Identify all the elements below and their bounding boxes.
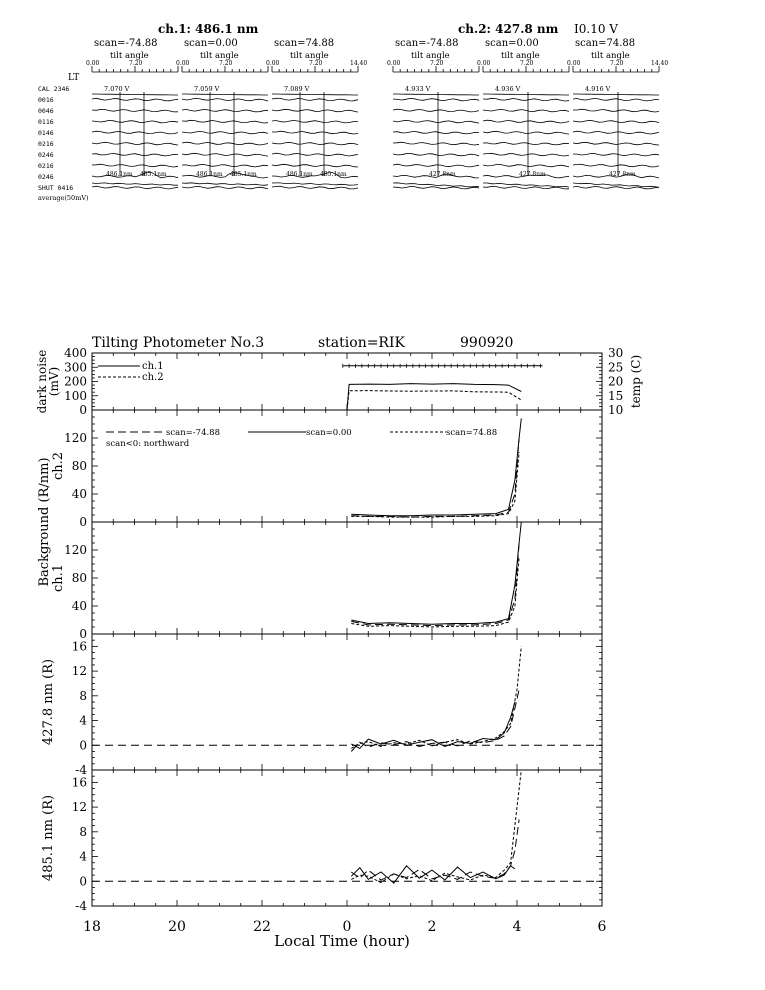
tilt-angle-label: tilt angle: [591, 51, 630, 61]
wavelength-label: 427.8nm: [429, 171, 456, 178]
tilt-angle-label: tilt angle: [501, 51, 540, 61]
x-tick-label: 18: [83, 919, 101, 935]
tilt-angle-label: tilt angle: [200, 51, 239, 61]
x-tick-label: 6: [597, 919, 607, 935]
y2-tick-label: 10: [608, 403, 624, 417]
tilt-tick-label: 0.00: [86, 60, 100, 67]
tilt-tick-label: 0.00: [176, 60, 190, 67]
lt-row-label: 0146: [38, 129, 54, 137]
y-tick-label: 300: [64, 360, 87, 375]
chart-panel-3: [51, 522, 602, 641]
y-tick-label: 0: [79, 738, 87, 753]
series-line: [351, 557, 519, 627]
chart-panel-2: [51, 410, 602, 529]
wavelength-label: 485.1nm: [320, 171, 347, 178]
legend-label: ch.2: [142, 372, 164, 383]
scan-label: scan=0.00: [485, 38, 539, 49]
tilt-tick-label: 7.20: [219, 60, 233, 67]
lt-row-label: 0246: [38, 151, 54, 159]
average-label: average(50mV): [38, 194, 89, 202]
y-tick-label: -4: [75, 899, 87, 913]
y2-axis-label: temp (C): [629, 354, 643, 409]
tilt-angle-label: tilt angle: [411, 51, 450, 61]
x-tick-label: 0: [342, 919, 352, 935]
tilt-tick-label: 7.20: [430, 60, 444, 67]
scan-label: scan=0.00: [184, 38, 238, 49]
scan-label: scan=-74.88: [395, 38, 459, 49]
tilt-angle-label: tilt angle: [290, 51, 329, 61]
plot-frame: [92, 353, 602, 410]
y-tick-label: 16: [71, 639, 87, 654]
date-label: 990920: [460, 335, 514, 351]
y-tick-label: 100: [64, 388, 87, 403]
ch2-title: ch.2: 427.8 nm: [458, 22, 559, 36]
y-tick-label: -4: [75, 763, 87, 777]
ch1-title: ch.1: 486.1 nm: [158, 22, 259, 36]
x-tick-label: 20: [168, 919, 186, 935]
y2-tick-label: 25: [608, 360, 624, 375]
y-tick-label: 0: [79, 874, 87, 889]
tilt-tick-label: 7.20: [129, 60, 143, 67]
y-tick-label: 8: [79, 824, 87, 839]
lt-row-label: 0246: [38, 173, 54, 181]
legend-label: scan=-74.88: [166, 428, 220, 438]
chart-panel-5: [41, 770, 607, 950]
tilt-tick-label: 7.20: [520, 60, 534, 67]
y2-tick-label: 20: [608, 374, 624, 389]
background-axis-label: Background (R/nm): [37, 457, 52, 587]
y-tick-label: 8: [79, 688, 87, 703]
cal-voltage: 7.059 V: [194, 85, 220, 93]
y-tick-label: 12: [71, 664, 87, 679]
series-line: [351, 438, 519, 517]
lt-row-label: 0216: [38, 140, 54, 148]
wavelength-label: 486.1nm: [286, 171, 313, 178]
y-tick-label: 0: [79, 627, 87, 641]
series-line: [351, 543, 519, 626]
y-axis-sublabel: ch.1: [51, 563, 66, 593]
y2-tick-label: 15: [608, 388, 624, 403]
y-axis-unit: (mV): [47, 366, 61, 397]
y-axis-label: dark noise: [35, 349, 49, 414]
scan-label: scan=-74.88: [94, 38, 158, 49]
wavelength-label: 486.1nm: [106, 171, 133, 178]
chart-panel-4: [41, 634, 602, 777]
y-tick-label: 16: [71, 775, 87, 790]
y2-tick-label: 30: [608, 346, 624, 360]
chart-panel-1: [35, 346, 643, 417]
series-line: [351, 770, 521, 883]
legend-label: ch.1: [142, 361, 164, 372]
tilt-tick-label: 14.40: [651, 60, 669, 67]
y-tick-label: 40: [71, 487, 87, 501]
cal-voltage: 4.916 V: [585, 85, 611, 93]
series-line: [351, 522, 521, 624]
tilt-tick-label: 0.00: [387, 60, 401, 67]
lt-row-label: 0046: [38, 107, 54, 115]
tilt-tick-label: 0.00: [266, 60, 280, 67]
plot-frame: [92, 410, 602, 522]
scan-label: scan=74.88: [575, 38, 636, 49]
y-tick-label: 4: [79, 849, 87, 864]
cal-voltage: 4.936 V: [495, 85, 521, 93]
y-tick-label: 200: [64, 374, 87, 389]
y-tick-label: 0: [79, 515, 87, 529]
wavelength-label: 427.8nm: [609, 171, 636, 178]
y-tick-label: 120: [64, 543, 87, 557]
wavelength-label: 486.1nm: [196, 171, 223, 178]
annotation: scan<0: northward: [106, 439, 190, 449]
x-axis-label: Local Time (hour): [274, 932, 410, 950]
series-line: [351, 820, 519, 881]
tilt-tick-label: 0.00: [567, 60, 581, 67]
instrument-title: Tilting Photometer No.3: [92, 335, 265, 351]
tilt-tick-label: 14.40: [350, 60, 368, 67]
station-label: station=RIK: [318, 335, 405, 351]
y-axis-label: 485.1 nm (R): [41, 794, 56, 882]
y-tick-label: 0: [79, 403, 87, 417]
series-line: [347, 384, 521, 410]
series-line: [351, 646, 521, 748]
wavelength-label: 485.1nm: [140, 171, 167, 178]
x-tick-label: 22: [253, 919, 271, 935]
lt-row-label: 0216: [38, 162, 54, 170]
y-axis-label: 427.8 nm (R): [41, 658, 56, 746]
cal-voltage: 4.933 V: [405, 85, 431, 93]
wavelength-label: 427.8nm: [519, 171, 546, 178]
y-tick-label: 40: [71, 599, 87, 613]
y-tick-label: 80: [71, 571, 87, 585]
lt-row-label: 0016: [38, 96, 54, 104]
tilt-tick-label: 0.00: [477, 60, 491, 67]
y-tick-label: 80: [71, 459, 87, 473]
y-tick-label: 120: [64, 431, 87, 445]
y-tick-label: 12: [71, 800, 87, 815]
y-tick-label: 4: [79, 713, 87, 728]
lt-row-label: CAL 2346: [38, 85, 70, 93]
y-tick-label: 400: [64, 346, 87, 360]
lt-row-label: SHUT 0416: [38, 184, 74, 192]
lt-row-label: 0116: [38, 118, 54, 126]
plot-frame: [92, 522, 602, 634]
tilt-tick-label: 7.20: [309, 60, 323, 67]
tilt-tick-label: 7.20: [610, 60, 624, 67]
x-tick-label: 2: [427, 919, 437, 935]
lt-label: LT: [68, 73, 80, 83]
series-line: [351, 452, 519, 517]
cal-voltage: 7.089 V: [284, 85, 310, 93]
tilt-angle-label: tilt angle: [110, 51, 149, 61]
scan-label: scan=74.88: [274, 38, 335, 49]
plot-frame: [92, 634, 602, 770]
series-line: [347, 391, 521, 410]
plot-frame: [92, 770, 602, 906]
cal-voltage: 7.070 V: [104, 85, 130, 93]
legend-label: scan=74.88: [446, 428, 498, 438]
legend-label: scan=0.00: [306, 428, 352, 438]
scale-bar-label: I0.10 V: [574, 22, 618, 36]
x-tick-label: 4: [512, 919, 522, 935]
wavelength-label: 485.1nm: [230, 171, 257, 178]
y-axis-sublabel: ch.2: [51, 451, 66, 481]
